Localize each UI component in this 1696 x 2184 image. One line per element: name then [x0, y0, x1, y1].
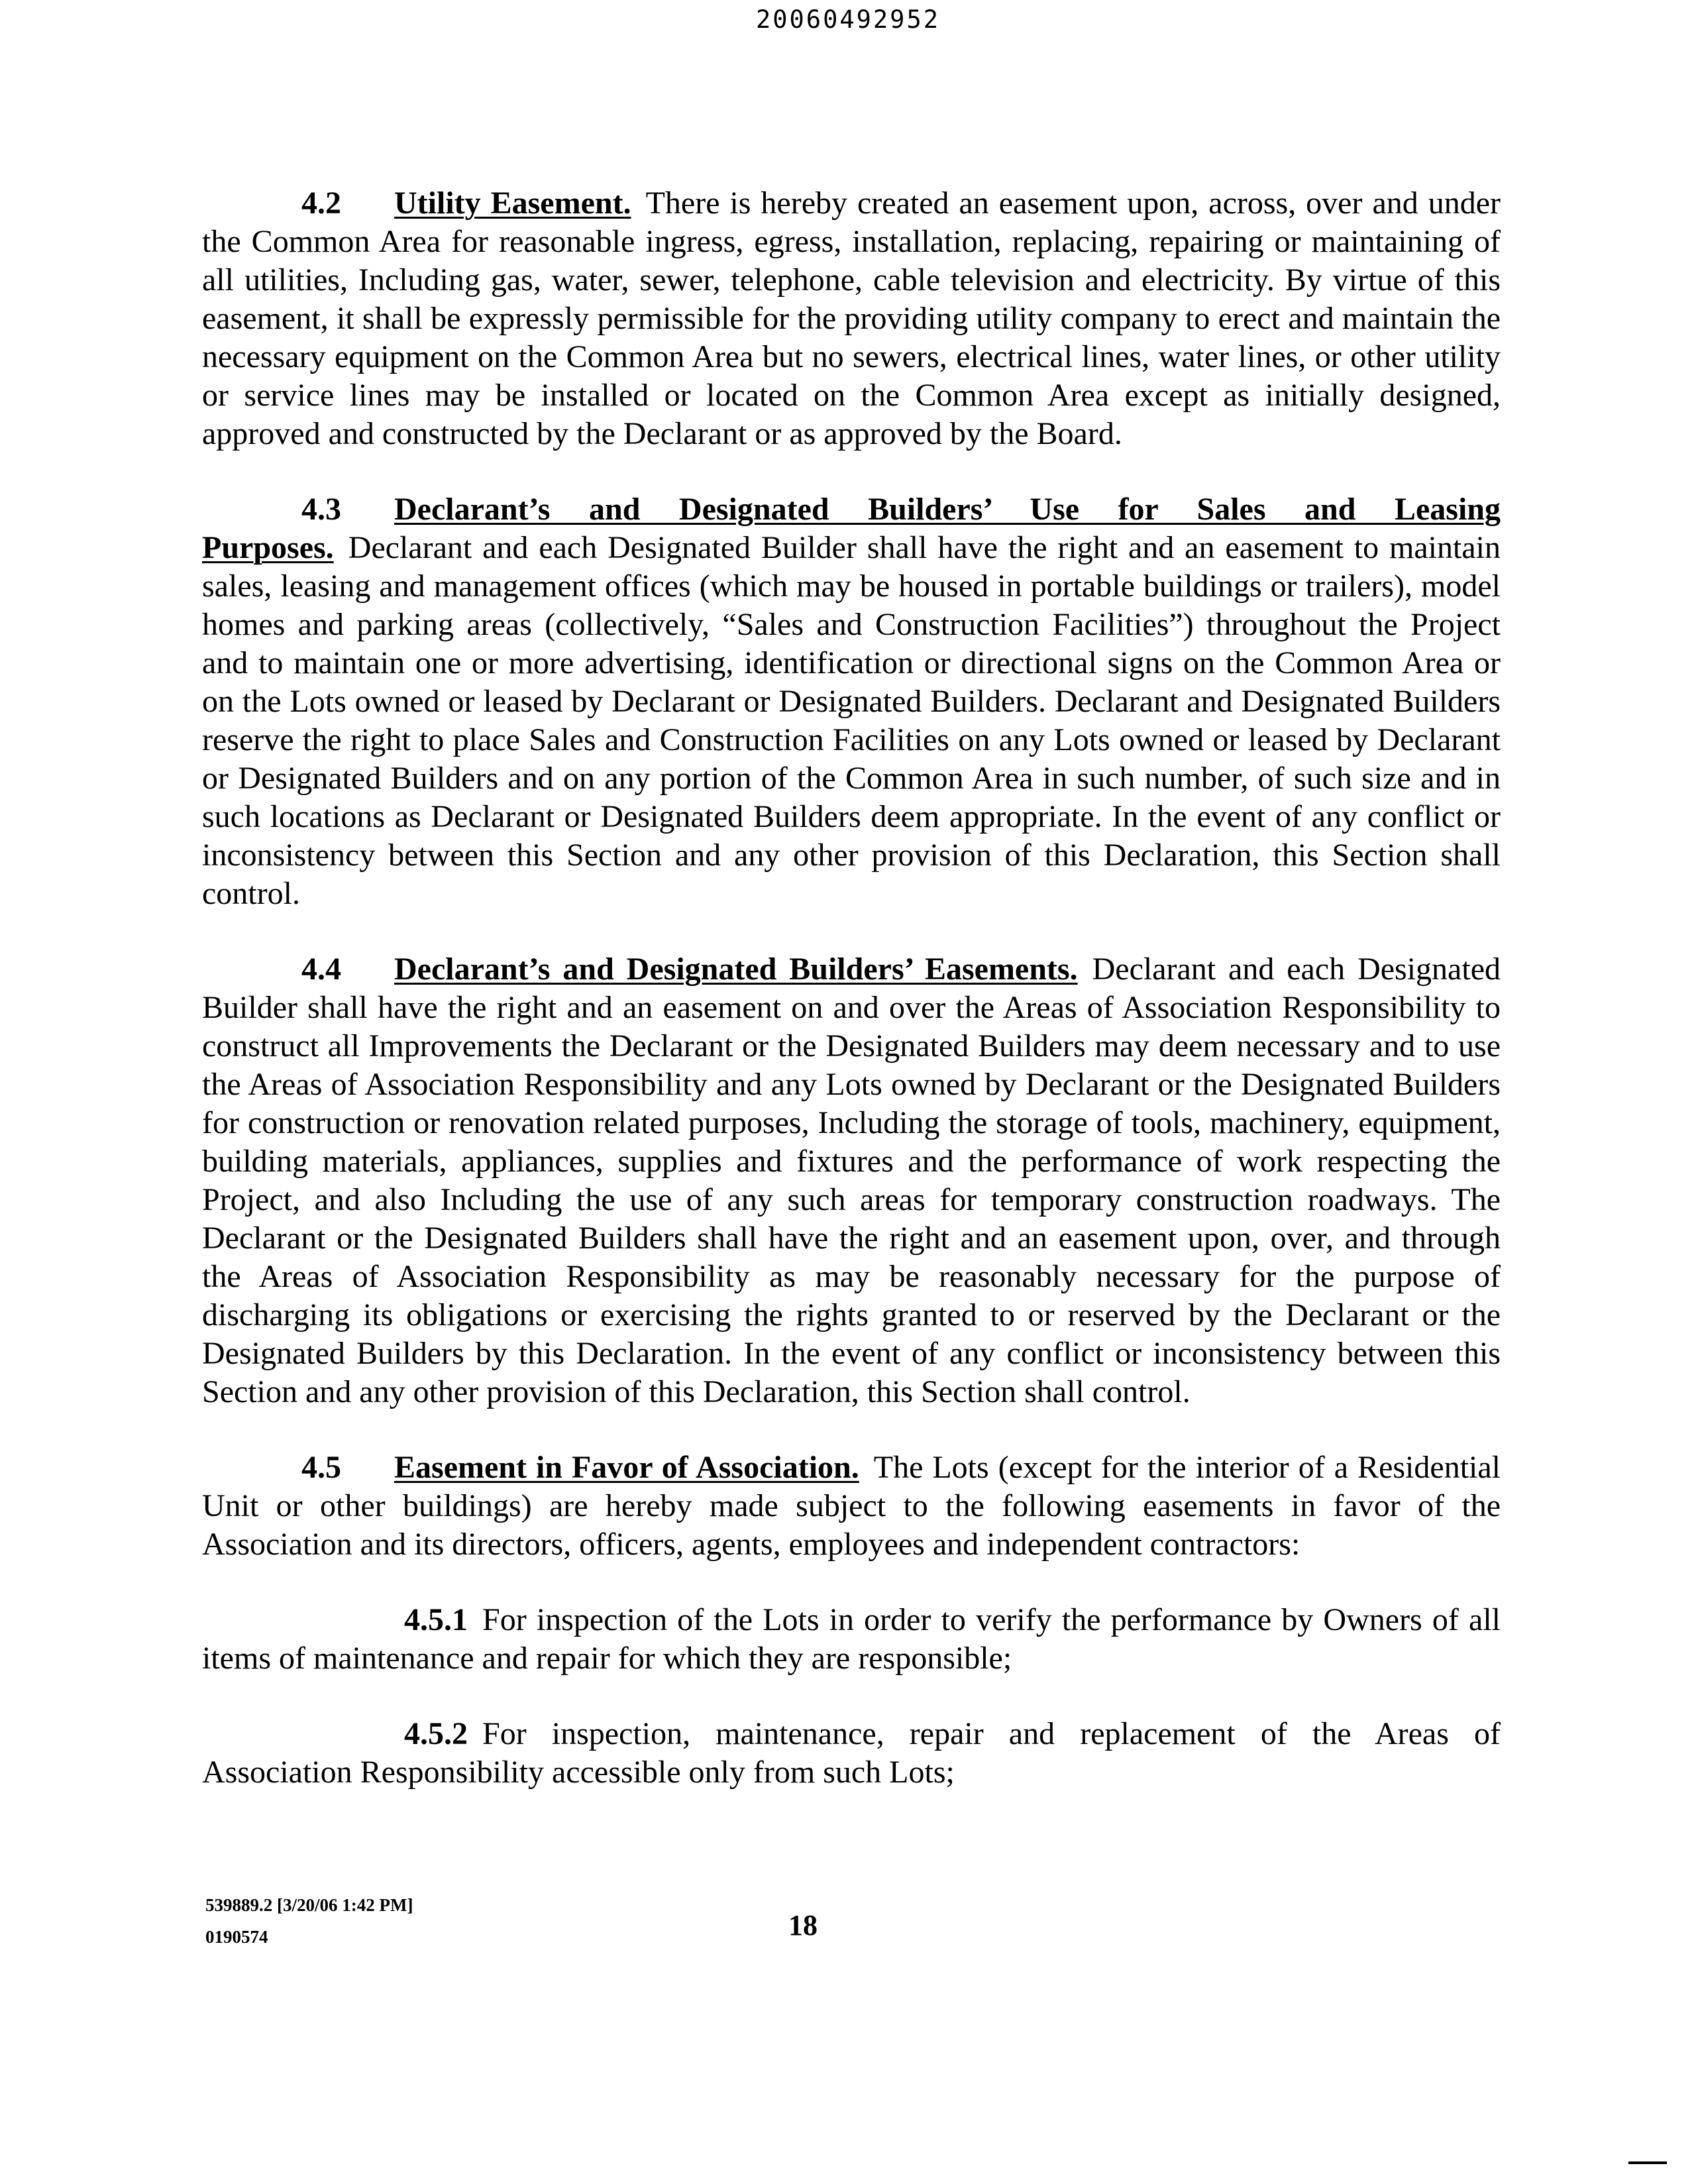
section-text: Declarant and each Designated Builder shall have the right and an easement on and over the Areas of Association Responsibility to construct all Improvements the Declarant or the Designated Builders may deem necessary and to use the Areas of Association Responsibility and any Lots owned by Declarant or the Designated Builders for construction or renovation related purposes, Including the storage of tools, machinery, equipment, building materials, appliances, supplies and fixtures and the performance of work respecting the Project, and also Including the use of any such areas for temporary construction roadways. The Declarant or the Designated Builders shall have the right and an easement upon, over, and through the Areas of Association Responsibility as may be reasonably necessary for the purpose of discharging its obligations or exercising the rights granted to or reserved by the Declarant or the Designated Builders by this Declaration. In the event of any conflict or inconsistency between this Section and any other provision of this Declaration, this Section shall control. [202, 952, 1501, 1409]
section-number: 4.3 [301, 492, 341, 527]
section-heading: Declarant’s and Designated Builders’ Use for Sales and Leasing Purposes. [202, 492, 1501, 565]
subsection-4-5-1 [202, 1601, 1501, 1678]
section-4-2 [202, 184, 1501, 453]
subsection-text: For inspection of the Lots in order to verify the performance by Owners of all items of maintenance and repair for which they are responsible; [202, 1602, 1501, 1676]
subsection-number: 4.5.1 [404, 1602, 468, 1637]
subsection-text: For inspection, maintenance, repair and replacement of the Areas of Association Responsibility accessible only from such Lots; [202, 1716, 1501, 1790]
page-number: 18 [788, 1909, 818, 1941]
section-number: 4.4 [301, 952, 341, 987]
section-heading: Easement in Favor of Association. [394, 1450, 859, 1485]
document-number: 20060492952 [755, 5, 941, 34]
document-body [202, 184, 1501, 1829]
section-heading: Utility Easement. [394, 186, 631, 221]
footer-doc-ref: 539889.2 [3/20/06 1:42 PM] [205, 1895, 413, 1915]
section-number: 4.2 [301, 186, 341, 221]
section-number: 4.5 [301, 1450, 341, 1485]
section-text: The Lots (except for the interior of a Residential Unit or other buildings) are hereby made subject to the following easements in favor of the Association and its directors, officers, agents, employees and independent contractors: [202, 1450, 1501, 1562]
scan-mark [1628, 2161, 1667, 2164]
subsection-4-5-2 [202, 1715, 1501, 1792]
footer-doc-id: 0190574 [205, 1927, 268, 1947]
subsection-number: 4.5.2 [404, 1716, 468, 1751]
section-text: Declarant and each Designated Builder shall have the right and an easement to maintain sales, leasing and management offices (which may be housed in portable buildings or trailers), model homes and parking areas (collectively, “Sales and Construction Facilities”) throughout the Project and to maintain one or more advertising, identification or directional signs on the Common Area or on the Lots owned or leased by Declarant or Designated Builders. Declarant and Designated Builders reserve the right to place Sales and Construction Facilities on any Lots owned or leased by Declarant or Designated Builders and on any portion of the Common Area in such number, of such size and in such locations as Declarant or Designated Builders deem appropriate. In the event of any conflict or inconsistency between this Section and any other provision of this Declaration, this Section shall control. [202, 530, 1501, 911]
section-4-5 [202, 1448, 1501, 1564]
section-heading: Declarant’s and Designated Builders’ Easements. [394, 952, 1078, 987]
section-4-3 [202, 490, 1501, 913]
section-text: There is hereby created an easement upon, across, over and under the Common Area for reasonable ingress, egress, installation, replacing, repairing or maintaining of all utilities, Including gas, water, sewer, telephone, cable television and electricity. By virtue of this easement, it shall be expressly permissible for the providing utility company to erect and maintain the necessary equipment on the Common Area but no sewers, electrical lines, water lines, or other utility or service lines may be installed or located on the Common Area except as initially designed, approved and constructed by the Declarant or as approved by the Board. [202, 186, 1501, 451]
section-4-4 [202, 950, 1501, 1411]
